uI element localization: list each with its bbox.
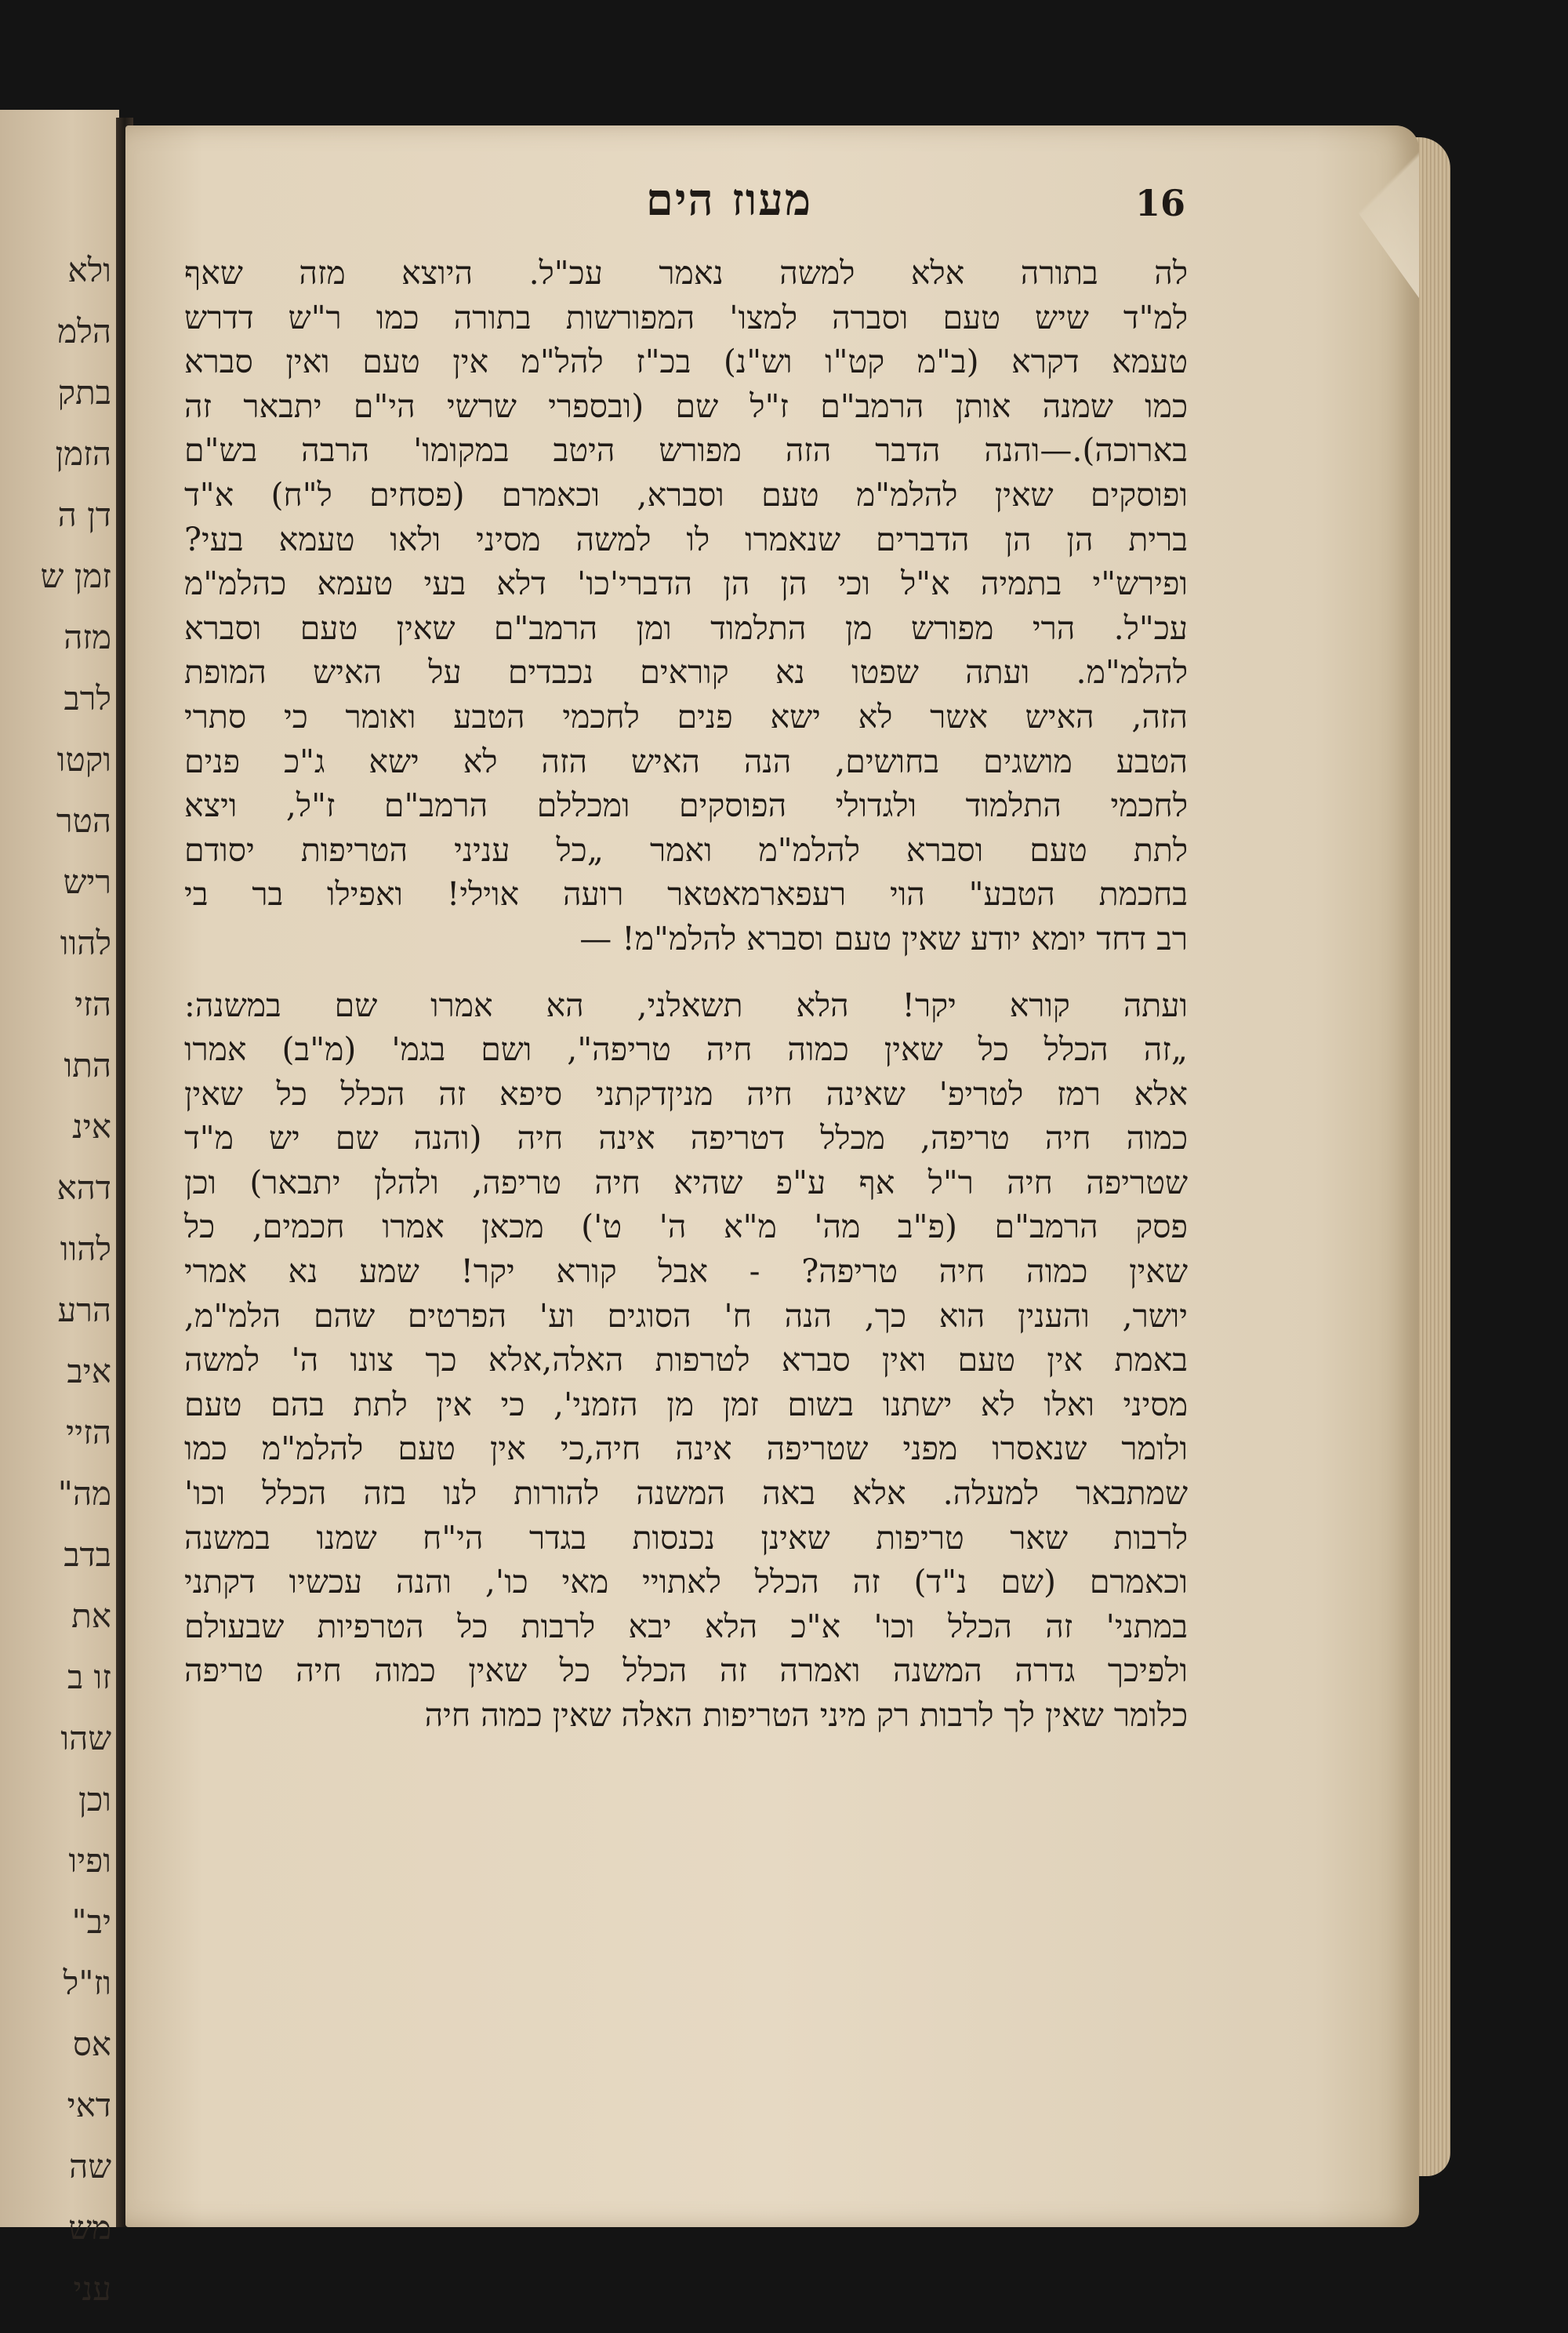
- left-page-line: הטר: [56, 801, 111, 840]
- text-line: עכ"ל. הרי מפורש מן התלמוד ומן הרמב"ם שאין טעם וסברא: [184, 609, 1188, 647]
- text-line: כמוה חיה טריפה, מכלל דטריפה אינה חיה (והנה שם יש מ"ד: [184, 1119, 1188, 1157]
- left-page-line: ולא: [67, 251, 111, 289]
- left-page-line: אינ: [72, 1107, 111, 1146]
- left-page-line: דן ה: [57, 496, 111, 534]
- left-page-line: איב: [67, 1352, 111, 1390]
- body-text: [184, 251, 1188, 1738]
- text-line: למ"ד שיש טעם וסברה למצו' המפורשות בתורה כמו ר"ש דדרש: [184, 298, 1188, 336]
- text-line: בארוכה).—והנה הדבר הזה מפורש היטב במקומו' הרבה בש"ם: [184, 431, 1188, 470]
- text-line: במתני' זה הכלל וכו' א"כ הלא יבא לרבות כל הטרפיות שבעולם: [184, 1607, 1188, 1645]
- text-line: ופירש"י בתמיה א"ל וכי הן הן הדברי'כו' דלא בעי טעמא כהלמ"מ: [184, 565, 1188, 603]
- left-page-line: וקטו: [56, 740, 111, 779]
- left-page-line: להוו: [60, 1230, 111, 1268]
- text-line: פסק הרמב"ם (פ"ב מה' מ"א ה' ט') מכאן אמרו חכמים, כל: [184, 1208, 1188, 1246]
- left-page-line: לרב: [64, 679, 111, 718]
- left-page-line: מזה: [64, 618, 111, 656]
- paragraph-gap: [184, 961, 1188, 983]
- text-line: ולפיכך גדרה המשנה ואמרה זה הכלל כל שאין כמוה חיה טריפה: [184, 1652, 1188, 1690]
- left-page-line: התו: [64, 1046, 111, 1085]
- left-page-fragment: [0, 110, 119, 2308]
- text-line: הטבע מושגים בחושים, הנה האיש הזה לא ישא ג"כ פנים: [184, 742, 1188, 780]
- page-number: 16: [1134, 182, 1185, 224]
- text-line: להלמ"מ. ועתה שפטו נא קוראים נכבדים על האיש המופת: [184, 653, 1188, 692]
- left-page-line: מה": [57, 1474, 111, 1513]
- left-page-line: בדב: [64, 1535, 111, 1574]
- left-page-line: הזי: [74, 985, 111, 1023]
- text-line: וכאמרם (שם נ"ד) זה הכלל לאתויי מאי כו', והנה עכשיו דקתני: [184, 1563, 1188, 1601]
- text-line: ועתה קורא יקר! הלא תשאלני, הא אמרו שם במשנה:: [184, 986, 1188, 1024]
- left-page-line: וז"ל: [63, 1964, 111, 2002]
- text-line: בחכמת הטבע" הוי רעפארמאטאר רועה אוילי! ואפילו בר בי: [184, 875, 1188, 914]
- text-line: לרבות שאר טריפות שאינן נכנסות בגדר הי"ח שמנו במשנה: [184, 1518, 1188, 1557]
- left-page-line: ריש: [63, 863, 111, 901]
- left-page-line: את: [71, 1597, 111, 1635]
- text-line: ופוסקים שאין להלמ"מ טעם וסברא, וכאמרם (פסחים ל"ח) א"ד: [184, 475, 1188, 514]
- text-line: כמו שמנה אותן הרמב"ם ז"ל שם (ובספרי שרשי הי"ם יתבאר זה: [184, 387, 1188, 425]
- text-line: שמתבאר למעלה. אלא באה המשנה להורות לנו בזה הכלל וכו': [184, 1474, 1188, 1513]
- text-line: הזה, האיש אשר לא ישא פנים לחכמי הטבע ואומר כי סתרי: [184, 697, 1188, 736]
- text-line: רב דחד יומא יודע שאין טעם וסברא להלמ"מ! —: [579, 919, 1188, 958]
- text-line: לתת טעם וסברא להלמ"מ ואמר „כל עניני הטריפות יסודם: [184, 830, 1188, 869]
- text-line: שאין כמוה חיה טריפה? - אבל קורא יקר! שמע נא אמרי: [184, 1252, 1188, 1291]
- left-page-line: זמן ש: [40, 557, 111, 595]
- left-page-line: יב": [71, 1902, 111, 1941]
- left-page-line: שה: [69, 2147, 111, 2186]
- left-page-line: הרע: [57, 1291, 111, 1329]
- left-page-line: בתק: [57, 373, 111, 412]
- left-page-line: וכן: [78, 1780, 111, 1819]
- text-line: לה בתורה אלא למשה נאמר עכ"ל. היוצא מזה שאף: [184, 254, 1188, 292]
- left-page-line: להוו: [60, 924, 111, 962]
- left-page-line: עני: [73, 2269, 111, 2308]
- left-page-line: הזיי: [66, 1413, 111, 1452]
- text-line: ולומר שנאסרו מפני שטריפה אינה חיה,כי אין טעם להלמ"מ כמו: [184, 1430, 1188, 1468]
- running-head: מעוז הים: [645, 174, 813, 226]
- left-page-line: הזמן: [55, 434, 111, 473]
- text-line: ברית הן הן הדברים שנאמרו לו למשה מסיני ולאו טעמא בעי?: [184, 520, 1188, 558]
- left-page-line: מש: [68, 2208, 111, 2247]
- left-page-line: אס: [72, 2025, 111, 2063]
- left-page-line: שהו: [60, 1719, 111, 1757]
- text-line: לחכמי התלמוד ולגדולי הפוסקים ומכללם הרמב"ם ז"ל, ויצא: [184, 787, 1188, 825]
- text-line: „זה הכלל כל שאין כמוה חיה טריפה", ושם בגמ' (מ"ב) אמרו: [184, 1030, 1188, 1069]
- left-page-line: דהא: [56, 1168, 111, 1207]
- text-line: שטריפה חיה ר"ל אף ע"פ שהיא חיה טריפה, ולהלן יתבאר) וכן: [184, 1163, 1188, 1201]
- left-page-line: ופיו: [68, 1841, 111, 1880]
- text-line: מסיני ואלו לא ישתנו בשום זמן מן הזמני', כי אין לתת בהם טעם: [184, 1385, 1188, 1423]
- text-line: כלומר שאין לך לרבות רק מיני הטריפות האלה שאין כמוה חיה: [424, 1696, 1188, 1734]
- left-page-line: זו ב: [67, 1658, 111, 1696]
- text-line: באמת אין טעם ואין סברא לטרפות האלה,אלא כך צונו ה' למשה: [184, 1341, 1188, 1379]
- left-page-line: דאי: [67, 2086, 111, 2124]
- left-page-line: הלמ: [57, 312, 111, 351]
- text-line: אלא רמז לטריפ' שאינה חיה מניןדקתני סיפא זה הכלל כל שאין: [184, 1074, 1188, 1113]
- text-line: יושר, והענין הוא כך, הנה ח' הסוגים וע' הפרטים שהם הלמ"מ,: [184, 1296, 1188, 1335]
- text-line: טעמא דקרא (ב"מ קט"ו וש"נ) בכ"ז להל"מ אין טעם ואין סברא: [184, 343, 1188, 381]
